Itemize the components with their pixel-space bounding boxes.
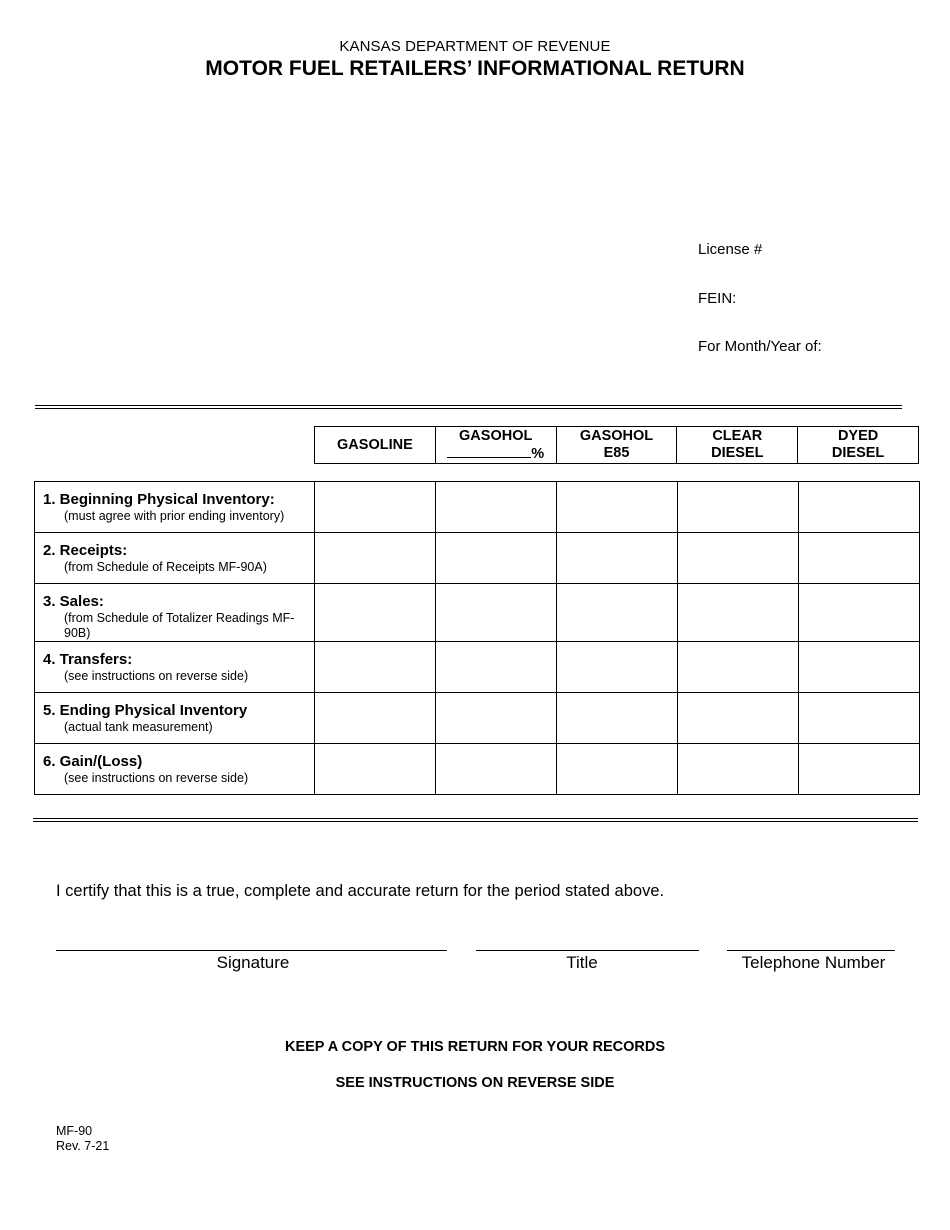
entry-cell-clear-diesel[interactable] bbox=[678, 693, 799, 744]
row-label: 6. Gain/(Loss) bbox=[43, 753, 143, 770]
entry-cell-gasohol-e85[interactable] bbox=[557, 482, 678, 533]
row-sublabel: (must agree with prior ending inventory) bbox=[64, 509, 285, 523]
row-label-receipts bbox=[35, 533, 315, 584]
entry-cell-gasohol[interactable] bbox=[436, 533, 557, 584]
keep-copy-notice: KEEP A COPY OF THIS RETURN FOR YOUR RECORDS bbox=[284, 1039, 665, 1055]
entry-cell-dyed-diesel[interactable] bbox=[799, 584, 920, 642]
row-label-beginning-inventory bbox=[35, 482, 315, 533]
entry-cell-gasohol-e85[interactable] bbox=[557, 693, 678, 744]
row-sublabel: (see instructions on reverse side) bbox=[64, 771, 249, 785]
row-label: 3. Sales: bbox=[43, 593, 104, 610]
title-label: Title bbox=[566, 953, 598, 972]
column-header-clear-diesel bbox=[677, 427, 798, 464]
row-sublabel: (actual tank measurement) bbox=[64, 720, 213, 734]
entry-cell-clear-diesel[interactable] bbox=[678, 584, 799, 642]
entry-cell-gasoline[interactable] bbox=[315, 533, 436, 584]
entry-cell-gasohol[interactable] bbox=[436, 693, 557, 744]
table-row bbox=[35, 744, 920, 795]
column-header-label: DYED bbox=[837, 428, 879, 444]
column-header-sublabel: DIESEL bbox=[831, 445, 885, 461]
column-header-gasohol-percent bbox=[435, 427, 556, 464]
column-header-sublabel: E85 bbox=[603, 445, 630, 461]
entry-cell-clear-diesel[interactable] bbox=[678, 744, 799, 795]
top-double-rule bbox=[35, 405, 902, 409]
license-field-label: License # bbox=[698, 241, 763, 258]
entry-cell-gasohol-e85[interactable] bbox=[557, 744, 678, 795]
entry-cell-gasoline[interactable] bbox=[315, 642, 436, 693]
column-header-label: CLEAR bbox=[712, 428, 763, 444]
entry-cell-gasoline[interactable] bbox=[315, 693, 436, 744]
table-row bbox=[35, 533, 920, 584]
row-label: 4. Transfers: bbox=[43, 651, 133, 668]
entry-cell-gasohol[interactable] bbox=[436, 482, 557, 533]
form-number: MF-90 bbox=[56, 1124, 93, 1138]
form-revision: Rev. 7-21 bbox=[56, 1139, 110, 1153]
signature-line[interactable] bbox=[56, 950, 447, 951]
row-label-sales bbox=[35, 584, 315, 642]
fuel-type-header bbox=[314, 426, 919, 464]
department-name: KANSAS DEPARTMENT OF REVENUE bbox=[339, 38, 611, 55]
telephone-line[interactable] bbox=[727, 950, 895, 951]
entry-cell-dyed-diesel[interactable] bbox=[799, 744, 920, 795]
percent-sign: % bbox=[531, 445, 545, 462]
column-header-label: GASOHOL bbox=[459, 427, 533, 444]
table-row bbox=[35, 693, 920, 744]
entry-cell-gasoline[interactable] bbox=[315, 584, 436, 642]
column-header-gasohol-e85 bbox=[556, 427, 677, 464]
entry-cell-gasohol-e85[interactable] bbox=[557, 584, 678, 642]
entry-cell-clear-diesel[interactable] bbox=[678, 482, 799, 533]
see-instructions-notice: SEE INSTRUCTIONS ON REVERSE SIDE bbox=[335, 1075, 615, 1091]
entry-cell-dyed-diesel[interactable] bbox=[799, 693, 920, 744]
form-identifier bbox=[56, 1124, 109, 1154]
signature-label: Signature bbox=[216, 953, 290, 972]
entry-cell-gasohol-e85[interactable] bbox=[557, 642, 678, 693]
row-sublabel: (from Schedule of Totalizer Readings MF-90B) bbox=[64, 611, 295, 640]
column-header-sublabel: DIESEL bbox=[711, 445, 764, 461]
row-label: 2. Receipts: bbox=[43, 542, 128, 559]
entry-cell-dyed-diesel[interactable] bbox=[799, 642, 920, 693]
row-label-gain-loss bbox=[35, 744, 315, 795]
row-label: 1. Beginning Physical Inventory: bbox=[43, 491, 275, 508]
row-label-ending-inventory bbox=[35, 693, 315, 744]
gasohol-percent-blank[interactable] bbox=[447, 445, 531, 458]
entry-cell-gasohol[interactable] bbox=[436, 642, 557, 693]
entry-cell-dyed-diesel[interactable] bbox=[799, 482, 920, 533]
table-row bbox=[35, 642, 920, 693]
row-label-transfers bbox=[35, 642, 315, 693]
entry-cell-gasohol[interactable] bbox=[436, 744, 557, 795]
entry-cell-gasoline[interactable] bbox=[315, 482, 436, 533]
form-title: MOTOR FUEL RETAILERS’ INFORMATIONAL RETURN bbox=[205, 57, 745, 80]
entry-cell-gasohol[interactable] bbox=[436, 584, 557, 642]
month-year-field-label: For Month/Year of: bbox=[698, 338, 822, 355]
telephone-label: Telephone Number bbox=[741, 953, 886, 972]
table-row bbox=[35, 482, 920, 533]
row-label: 5. Ending Physical Inventory bbox=[43, 702, 248, 719]
column-header-dyed-diesel bbox=[798, 427, 919, 464]
row-sublabel: (see instructions on reverse side) bbox=[64, 669, 249, 683]
title-line[interactable] bbox=[476, 950, 699, 951]
column-header-label: GASOLINE bbox=[337, 436, 413, 453]
table-row bbox=[35, 584, 920, 642]
entry-cell-gasohol-e85[interactable] bbox=[557, 533, 678, 584]
fein-field-label: FEIN: bbox=[698, 290, 737, 307]
bottom-double-rule bbox=[33, 818, 918, 822]
column-header-label: GASOHOL bbox=[579, 428, 654, 444]
entry-cell-dyed-diesel[interactable] bbox=[799, 533, 920, 584]
entry-cell-clear-diesel[interactable] bbox=[678, 642, 799, 693]
row-sublabel: (from Schedule of Receipts MF-90A) bbox=[64, 560, 267, 574]
inventory-table bbox=[34, 481, 920, 795]
entry-cell-gasoline[interactable] bbox=[315, 744, 436, 795]
certification-statement: I certify that this is a true, complete and accurate return for the period stated above. bbox=[56, 882, 665, 900]
entry-cell-clear-diesel[interactable] bbox=[678, 533, 799, 584]
column-header-gasoline bbox=[315, 427, 436, 464]
